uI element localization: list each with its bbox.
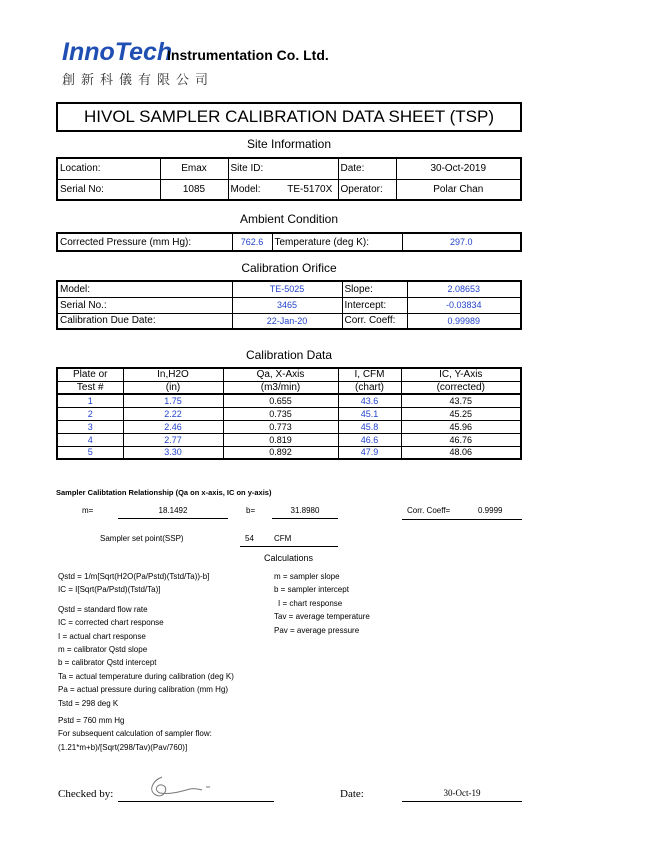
intercept-label: Intercept: bbox=[342, 297, 407, 313]
inh2o-value: 2.46 bbox=[123, 420, 223, 433]
site-id-label: Site ID: bbox=[228, 158, 282, 179]
due-date-value: 22-Jan-20 bbox=[232, 313, 342, 329]
serial-value: 1085 bbox=[160, 179, 228, 200]
orifice-table bbox=[56, 280, 522, 330]
column-subheader: (chart) bbox=[338, 381, 401, 394]
formula-qstd: Qstd = 1/m[Sqrt(H2O(Pa/Pstd)(Tstd/Ta))-b] bbox=[58, 572, 210, 581]
orifice-serial-label: Serial No.: bbox=[57, 297, 232, 313]
ambient-heading: Ambient Condition bbox=[239, 212, 339, 226]
i-cfm-value: 45.1 bbox=[338, 407, 401, 420]
table-row bbox=[57, 394, 521, 407]
b-label: b= bbox=[246, 506, 256, 515]
column-subheader: (corrected) bbox=[401, 381, 521, 394]
calibration-data-heading: Calibration Data bbox=[245, 348, 333, 362]
model-label: Model: bbox=[228, 179, 282, 200]
formula-sampler-flow: (1.21*m+b)/[Sqrt(298/Tav)(Pav/760)] bbox=[58, 742, 188, 752]
site-id-value bbox=[282, 158, 338, 179]
company-chinese-name: 創新科儀有限公司 bbox=[62, 73, 215, 88]
qa-value: 0.655 bbox=[223, 394, 338, 407]
ic-value: 46.76 bbox=[401, 433, 521, 446]
definition-line: I = chart response bbox=[278, 598, 343, 608]
i-cfm-value: 43.6 bbox=[338, 394, 401, 407]
temperature-label: Temperature (deg K): bbox=[272, 233, 402, 251]
company-name: Instrumentation Co. Ltd. bbox=[167, 47, 329, 63]
slope-label: Slope: bbox=[342, 281, 407, 297]
temperature-value: 297.0 bbox=[402, 233, 521, 251]
orifice-serial-value: 3465 bbox=[232, 297, 342, 313]
inh2o-value: 2.77 bbox=[123, 433, 223, 446]
inh2o-value: 1.75 bbox=[123, 394, 223, 407]
pressure-value: 762.6 bbox=[232, 233, 272, 251]
qa-value: 0.773 bbox=[223, 420, 338, 433]
corr-coeff-label: Corr. Coeff: bbox=[342, 313, 407, 329]
definition-line: For subsequent calculation of sampler flow: bbox=[58, 729, 212, 739]
calculations-heading: Calculations bbox=[264, 553, 314, 563]
table-row bbox=[57, 407, 521, 420]
ssp-unit: CFM bbox=[274, 534, 292, 543]
date-value: 30-Oct-2019 bbox=[396, 158, 521, 179]
orifice-heading: Calibration Orifice bbox=[241, 261, 337, 275]
location-value: Emax bbox=[160, 158, 228, 179]
operator-value: Polar Chan bbox=[396, 179, 521, 200]
definition-line: m = calibrator Qstd slope bbox=[58, 645, 148, 655]
column-subheader: Test # bbox=[57, 381, 123, 394]
company-logo: InnoTech bbox=[62, 38, 173, 66]
definition-line: b = calibrator Qstd intercept bbox=[58, 658, 157, 668]
ssp-underline bbox=[240, 546, 338, 547]
site-heading: Site Information bbox=[246, 137, 332, 151]
calibration-data-table bbox=[56, 367, 522, 460]
ic-value: 43.75 bbox=[401, 394, 521, 407]
column-header: I, CFM bbox=[338, 368, 401, 381]
definition-line: Pav = average pressure bbox=[274, 625, 360, 635]
inh2o-value: 3.30 bbox=[123, 446, 223, 459]
signature bbox=[140, 773, 230, 803]
table-row bbox=[57, 420, 521, 433]
serial-label: Serial No: bbox=[57, 179, 160, 200]
qa-value: 0.735 bbox=[223, 407, 338, 420]
corr-underline bbox=[402, 519, 522, 520]
i-cfm-value: 46.6 bbox=[338, 433, 401, 446]
column-header: IC, Y-Axis bbox=[401, 368, 521, 381]
footer-date-line bbox=[402, 801, 522, 802]
definition-line: Tstd = 298 deg K bbox=[58, 698, 119, 708]
definition-line: Qstd = standard flow rate bbox=[58, 604, 148, 614]
footer-date-label: Date: bbox=[340, 788, 364, 800]
site-table bbox=[56, 157, 522, 201]
test-number: 5 bbox=[57, 446, 123, 459]
qa-value: 0.892 bbox=[223, 446, 338, 459]
table-row bbox=[57, 446, 521, 459]
date-label: Date: bbox=[338, 158, 396, 179]
checked-by-label: Checked by: bbox=[58, 788, 114, 800]
sampler-corr-label: Corr. Coeff= bbox=[407, 506, 451, 515]
orifice-model-value: TE-5025 bbox=[232, 281, 342, 297]
i-cfm-value: 47.9 bbox=[338, 446, 401, 459]
formula-ic: IC = I[Sqrt(Pa/Pstd)(Tstd/Ta)] bbox=[58, 585, 161, 595]
definition-line: IC = corrected chart response bbox=[58, 618, 164, 628]
definition-line: b = sampler intercept bbox=[274, 585, 349, 595]
ssp-value: 54 bbox=[245, 534, 254, 543]
relationship-title: Sampler Calibtation Relationship (Qa on x-axis, IC on y-axis) bbox=[56, 488, 272, 497]
inh2o-value: 2.22 bbox=[123, 407, 223, 420]
calculations-right bbox=[274, 570, 370, 637]
ambient-table bbox=[56, 232, 522, 252]
definition-line: I = actual chart response bbox=[58, 631, 146, 641]
sampler-corr-value: 0.9999 bbox=[478, 506, 503, 515]
ic-value: 45.96 bbox=[401, 420, 521, 433]
table-row bbox=[57, 433, 521, 446]
ic-value: 45.25 bbox=[401, 407, 521, 420]
definition-line: Tav = average temperature bbox=[274, 612, 370, 622]
slope-value: 2.08653 bbox=[407, 281, 521, 297]
column-subheader: (in) bbox=[123, 381, 223, 394]
due-date-label: Calibration Due Date: bbox=[57, 313, 232, 329]
ssp-label: Sampler set point(SSP) bbox=[100, 534, 184, 543]
i-cfm-value: 45.8 bbox=[338, 420, 401, 433]
location-label: Location: bbox=[57, 158, 160, 179]
column-header: Qa, X-Axis bbox=[223, 368, 338, 381]
operator-label: Operator: bbox=[338, 179, 396, 200]
corr-coeff-value: 0.99989 bbox=[407, 313, 521, 329]
document-title: HIVOL SAMPLER CALIBRATION DATA SHEET (TSP) bbox=[56, 102, 522, 132]
test-number: 1 bbox=[57, 394, 123, 407]
test-number: 4 bbox=[57, 433, 123, 446]
orifice-model-label: Model: bbox=[57, 281, 232, 297]
definition-line: m = sampler slope bbox=[274, 572, 340, 581]
m-label: m= bbox=[82, 506, 94, 515]
intercept-value: -0.03834 bbox=[407, 297, 521, 313]
pressure-label: Corrected Pressure (mm Hg): bbox=[57, 233, 232, 251]
definition-line: Ta = actual temperature during calibration (deg K) bbox=[58, 671, 234, 681]
test-number: 3 bbox=[57, 420, 123, 433]
test-number: 2 bbox=[57, 407, 123, 420]
footer-date-value: 30-Oct-19 bbox=[443, 788, 481, 798]
qa-value: 0.819 bbox=[223, 433, 338, 446]
definition-line: Pstd = 760 mm Hg bbox=[58, 716, 125, 726]
m-value: 18.1492 bbox=[118, 506, 228, 519]
column-header: In,H2O bbox=[123, 368, 223, 381]
b-value: 31.8980 bbox=[272, 506, 338, 519]
ic-value: 48.06 bbox=[401, 446, 521, 459]
model-value: TE-5170X bbox=[282, 179, 338, 200]
column-subheader: (m3/min) bbox=[223, 381, 338, 394]
calculations-left bbox=[58, 570, 234, 754]
column-header: Plate or bbox=[57, 368, 123, 381]
definition-line: Pa = actual pressure during calibration (mm Hg) bbox=[58, 685, 229, 695]
